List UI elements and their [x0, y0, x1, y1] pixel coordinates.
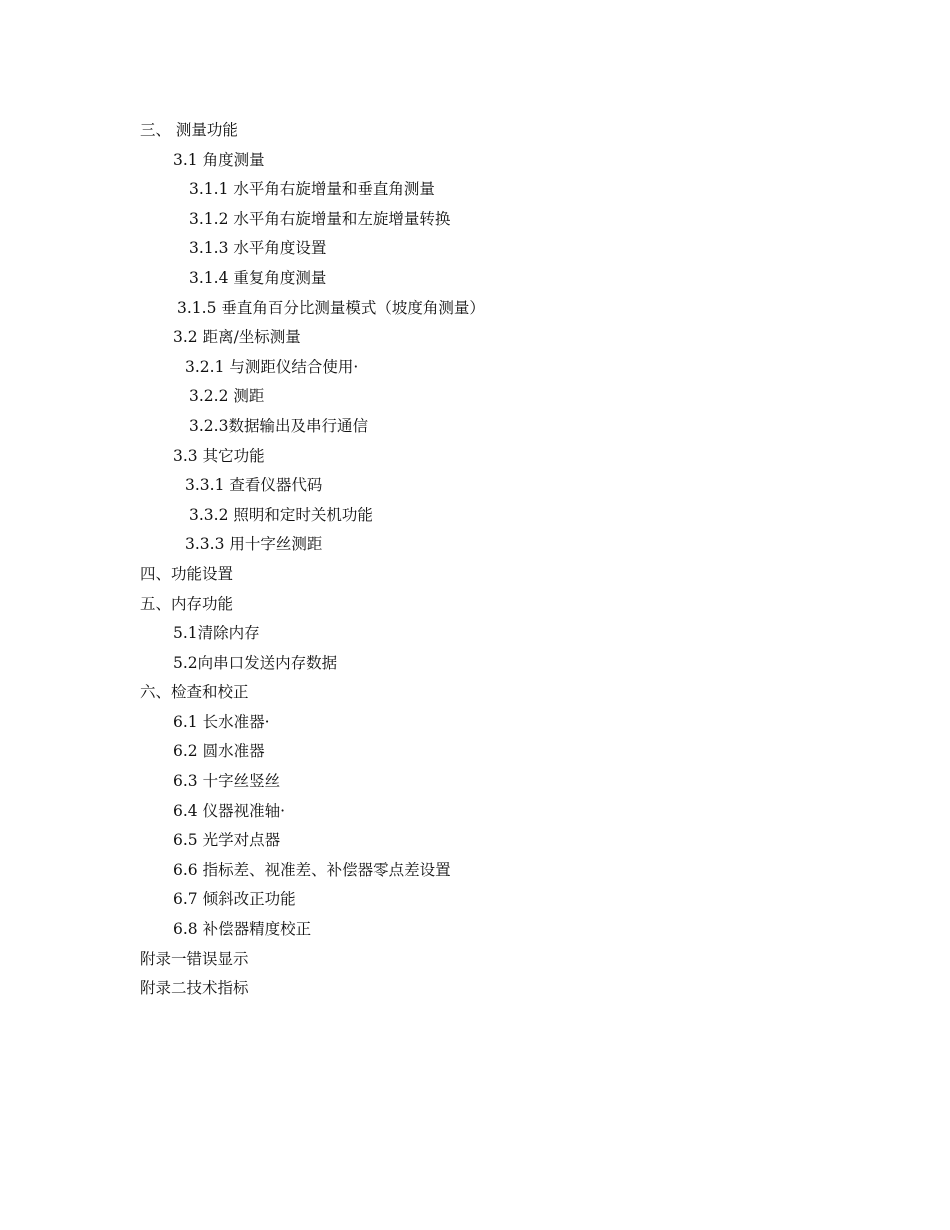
toc-entry-6-7: 6.7 倾斜改正功能: [173, 890, 296, 909]
toc-entry-5-2: 5.2向串口发送内存数据: [173, 653, 338, 672]
toc-entry-6-8: 6.8 补偿器精度校正: [173, 920, 312, 939]
toc-entry-6-6: 6.6 指标差、视准差、补偿器零点差设置: [173, 860, 451, 879]
toc-entry-3-3-1: 3.3.1 查看仪器代码: [185, 476, 323, 495]
toc-entry-3-2-2: 3.2.2 测距: [189, 387, 265, 406]
toc-entry-3-1-1: 3.1.1 水平角右旋增量和垂直角测量: [189, 180, 435, 199]
toc-entry-3-1-3: 3.1.3 水平角度设置: [189, 239, 327, 258]
table-of-contents: [0, 116, 950, 1004]
toc-entry-3-1: 3.1 角度测量: [173, 150, 265, 169]
toc-entry-section-3: 三、 测量功能: [140, 121, 238, 139]
toc-entry-appendix-1: 附录一错误显示: [140, 949, 249, 968]
toc-entry-section-5: 五、内存功能: [140, 594, 234, 613]
toc-entry-appendix-2: 附录二技术指标: [140, 979, 249, 998]
toc-entry-6-3: 6.3 十字丝竖丝: [173, 772, 281, 791]
toc-entry-3-2-1: 3.2.1 与测距仪结合使用·: [185, 357, 359, 376]
toc-entry-6-5: 6.5 光学对点器: [173, 831, 281, 850]
toc-entry-3-2: 3.2 距离/坐标测量: [173, 328, 301, 347]
toc-entry-3-2-3: 3.2.3数据输出及串行通信: [189, 416, 368, 435]
toc-entry-3-1-2: 3.1.2 水平角右旋增量和左旋增量转换: [189, 209, 451, 228]
toc-entry-section-4: 四、功能设置: [140, 564, 234, 583]
toc-entry-6-2: 6.2 圆水准器: [173, 742, 265, 761]
toc-entry-6-1: 6.1 长水准器·: [173, 712, 270, 731]
toc-entry-section-6: 六、检查和校正: [140, 683, 249, 702]
toc-entry-3-3-2: 3.3.2 照明和定时关机功能: [189, 505, 373, 524]
toc-entry-3-1-5: 3.1.5 垂直角百分比测量模式（坡度角测量）: [177, 298, 485, 317]
toc-entry-5-1: 5.1清除内存: [173, 624, 260, 643]
toc-entry-6-4: 6.4 仪器视准轴·: [173, 801, 286, 820]
toc-entry-3-3: 3.3 其它功能: [173, 446, 265, 465]
toc-entry-3-3-3: 3.3.3 用十字丝测距: [185, 535, 323, 554]
toc-entry-3-1-4: 3.1.4 重复角度测量: [189, 268, 327, 287]
